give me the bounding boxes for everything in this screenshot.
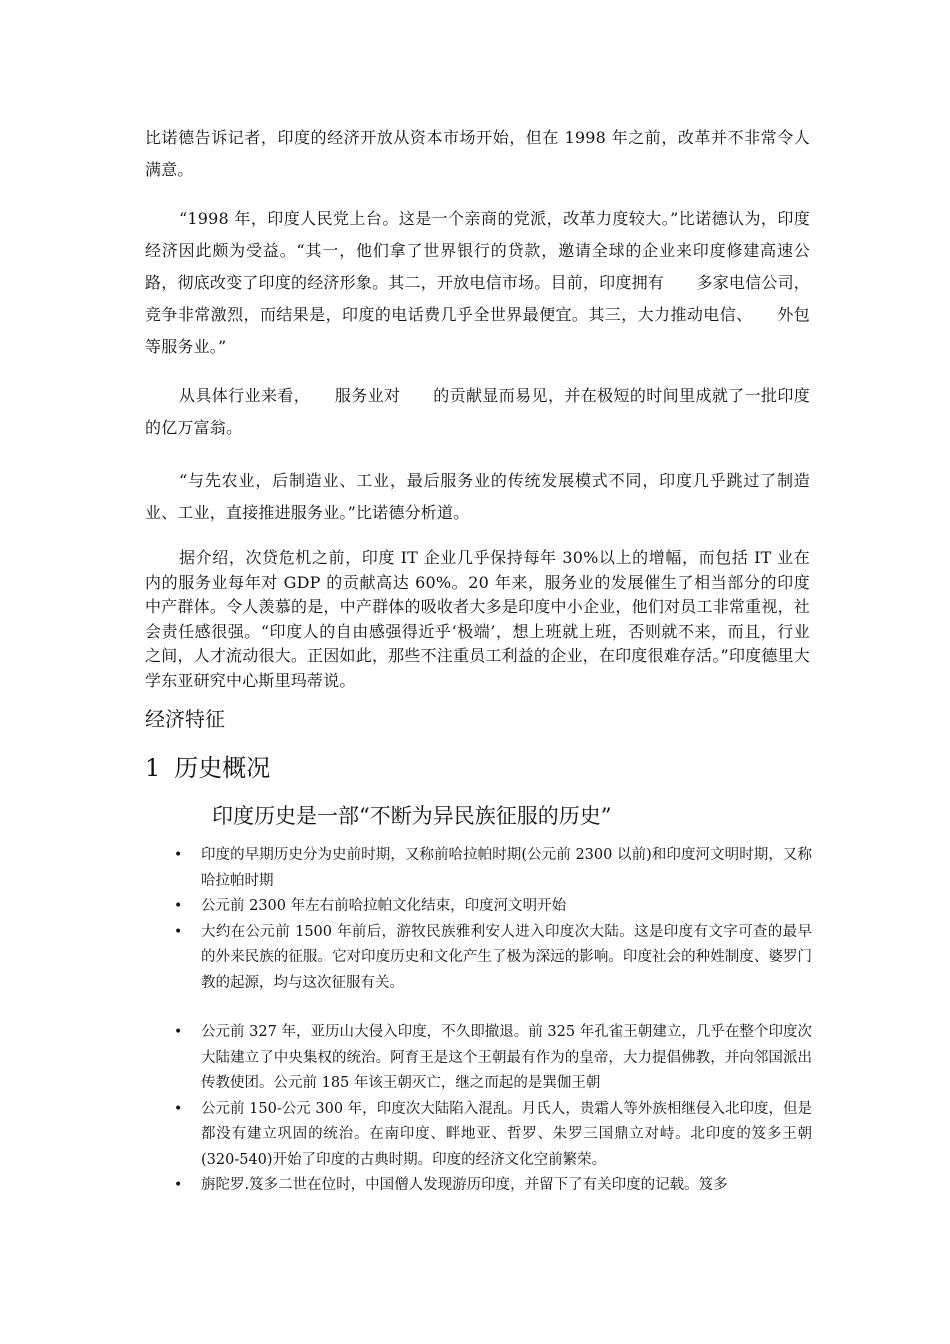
heading-history-text: 历史概况 — [174, 754, 271, 782]
history-bullet-list — [172, 843, 812, 1199]
list-item — [172, 1020, 812, 1097]
bullet-icon: • — [174, 1177, 183, 1193]
paragraph-3: 从具体行业来看， 服务业对 的贡献显而易见，并在极短的时间里成就了一批印度的亿万富翁。 — [145, 386, 810, 437]
list-item — [172, 1097, 812, 1174]
bullet-icon: • — [174, 923, 183, 940]
list-item-text: 旃陀罗.笈多二世在位时，中国僧人发现游历印度，并留下了有关印度的记载。笈多 — [201, 1177, 728, 1193]
bullet-icon: • — [174, 1100, 183, 1117]
bullet-icon: • — [174, 1024, 183, 1040]
heading-economy: 经济特征 — [145, 707, 225, 731]
heading-number: 1 — [145, 754, 161, 782]
paragraph-1: 比诺德告诉记者，印度的经济开放从资本市场开始，但在 1998 年之前，改革并不非常令人满意。 — [145, 128, 810, 179]
bullet-icon: • — [174, 847, 183, 863]
list-item — [172, 920, 812, 997]
list-item-text: 公元前 2300 年左右前哈拉帕文化结束，印度河文明开始 — [201, 898, 567, 914]
paragraph-4: “与先农业，后制造业、工业，最后服务业的传统发展模式不同，印度几乎跳过了制造业、工业，直接推进服务业。”比诺德分析道。 — [145, 471, 810, 522]
bullet-icon: • — [174, 898, 183, 914]
paragraph-2: “1998 年，印度人民党上台。这是一个亲商的党派，改革力度较大。”比诺德认为，印度经济因此颇为受益。“其一，他们拿了世界银行的贷款，邀请全球的企业来印度修建高速公路，彻底改变了印度的经济形象。其二，开放电信市场。目前，印度拥有 多家电信公司，竞争非常激烈，而结果是，印度的电话费几乎全世界最便宜。其三，大力推动电信、 外包等服务业。” — [145, 209, 810, 356]
list-item-text: 印度的早期历史分为史前时期，又称前哈拉帕时期(公元前 2300 以前)和印度河文明时期，又称哈拉帕时期 — [201, 847, 812, 889]
paragraph-5: 据介绍，次贷危机之前，印度 IT 企业几乎保持每年 30%以上的增幅，而包括 IT 业在内的服务业每年对 GDP 的贡献高达 60%。20 年来，服务业的发展催生了相当部分的印度中产群体。令人羡慕的是，中产群体的吸收者大多是印度中小企业，他们对员工非常重视，社会责任感很强。“印度人的自由感强得近乎‘极端’，想上班就上班，否则就不来，而且，行业之间，人才流动很大。正因如此，那些不注重员工利益的企业，在印度很难存活。”印度德里大学东亚研究中心斯里玛蒂说。 — [145, 548, 810, 690]
list-item-text: 大约在公元前 1500 年前后，游牧民族雅利安人进入印度次大陆。这是印度有文字可查的最早的外来民族的征服。它对印度历史和文化产生了极为深远的影响。印度社会的种姓制度、婆罗门教的起源，均与这次征服有关。 — [201, 923, 812, 991]
subheading: 印度历史是一部“不断为异民族征服的历史” — [212, 804, 612, 828]
list-spacer — [172, 996, 812, 1020]
list-item — [172, 843, 812, 894]
list-item-text: 公元前 327 年，亚历山大侵入印度，不久即撤退。前 325 年孔雀王朝建立，几乎在整个印度次大陆建立了中央集权的统治。阿育王是这个王朝最有作为的皇帝，大力提倡佛教，并向邻国派出传教使团。公元前 185 年该王朝灭亡，继之而起的是巽伽王朝 — [201, 1024, 812, 1091]
heading-history — [145, 748, 270, 783]
list-item-text: 公元前 150-公元 300 年，印度次大陆陷入混乱。月氏人，贵霜人等外族相继侵入北印度，但是都没有建立巩固的统治。在南印度、畔地亚、哲罗、朱罗三国鼎立对峙。北印度的笈多王朝(320-540)开始了印度的古典时期。印度的经济文化空前繁荣。 — [201, 1100, 812, 1168]
list-item — [172, 894, 812, 920]
list-item — [172, 1173, 812, 1199]
